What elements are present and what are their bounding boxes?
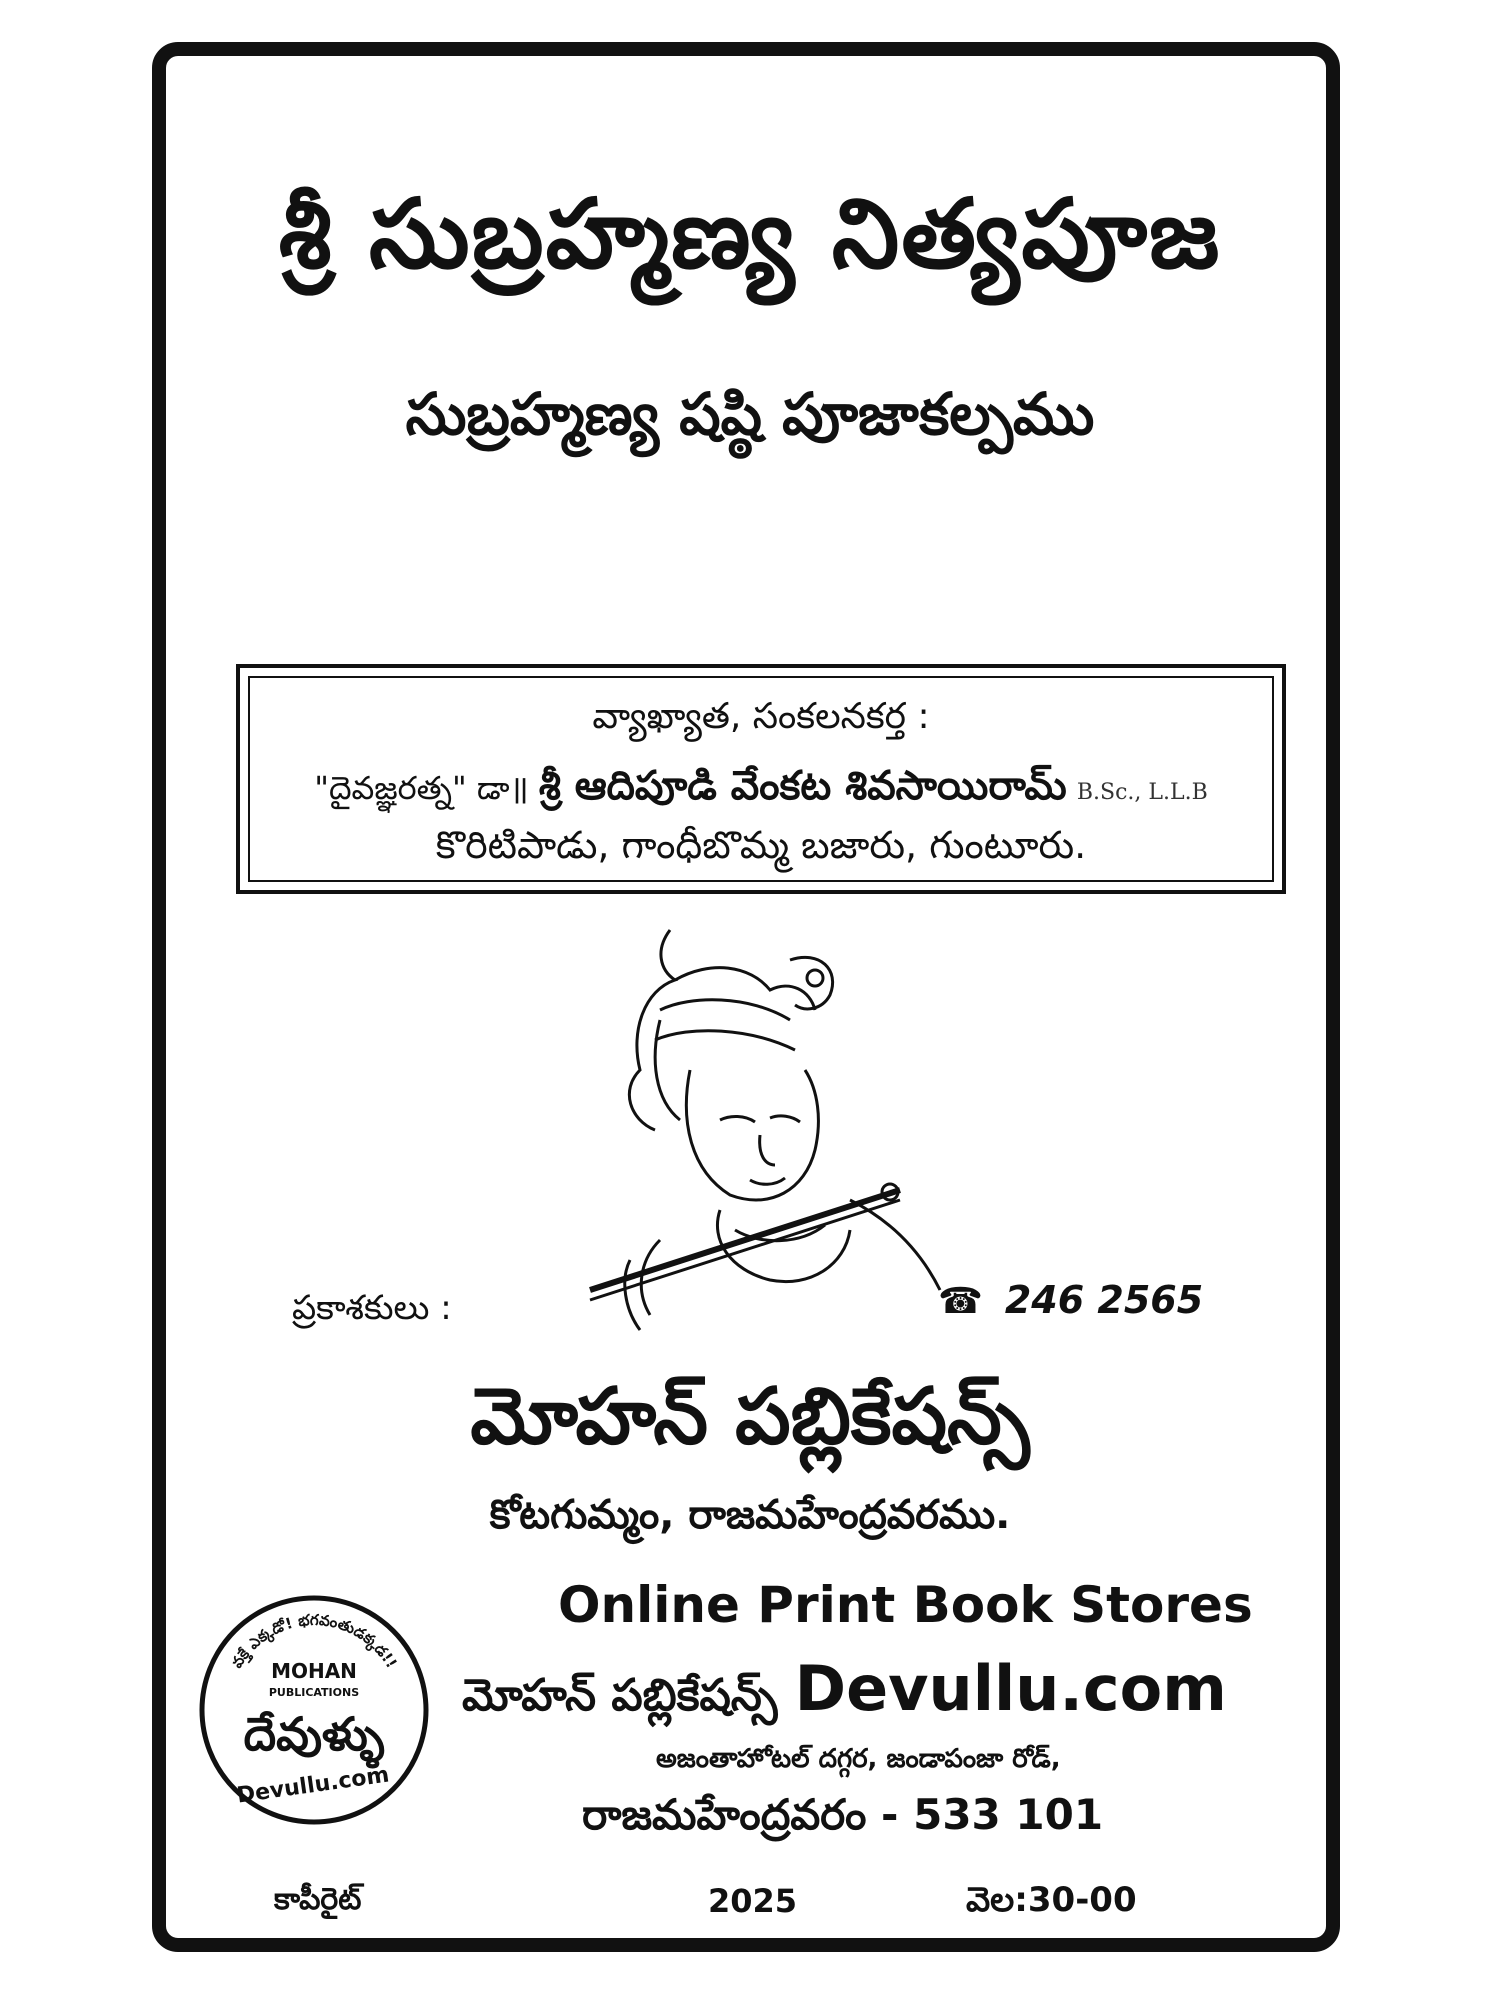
publisher-phone (938, 1278, 1203, 1322)
author-role-label: వ్యాఖ్యాత, సంకలనకర్త : (592, 696, 930, 737)
seal-brand: MOHAN (271, 1659, 357, 1683)
book-title: శ్రీ సుబ్రహ్మణ్య నిత్యపూజ (278, 178, 1222, 290)
publication-year: 2025 (708, 1882, 798, 1920)
copyright-label: కాపీరైట్ (274, 1882, 362, 1917)
online-stores-heading: Online Print Book Stores (558, 1576, 1253, 1634)
seal-brand-sub: PUBLICATIONS (268, 1686, 360, 1699)
publisher-name: మోహన్ పబ్లికేషన్స్ (470, 1372, 1030, 1462)
book-subtitle: సుబ్రహ్మణ్య షష్ఠి పూజాకల్పము (405, 380, 1095, 448)
author-name-line (240, 763, 1282, 819)
website-link[interactable]: Devullu.com (794, 1652, 1227, 1725)
publisher-address: కోటగుమ్మం, రాజమహేంద్రవరము. (489, 1492, 1011, 1538)
online-address-line1: అజంతాహోటల్ దగ్గర, జండాపంజా రోడ్, (656, 1744, 1061, 1774)
online-address-line2: రాజమహేంద్రవరం - 533 101 (582, 1790, 1104, 1839)
author-honorific: "దైవజ్ఞరత్న" డా॥ (314, 769, 529, 807)
author-address: కొరిటిపాడు, గాంధీబొమ్మ బజారు, గుంటూరు. (435, 823, 1087, 867)
seal-logo-text: దేవుళ్ళు (243, 1707, 385, 1761)
seal-url: Devullu.com (235, 1762, 391, 1809)
online-publisher-name: మోహన్ పబ్లికేషన్స్ (462, 1670, 778, 1721)
online-publisher-line (462, 1652, 1227, 1732)
author-box (236, 664, 1286, 894)
phone-number: 246 2565 (1004, 1278, 1204, 1322)
price: వెల:30-00 (966, 1880, 1137, 1920)
author-degrees: B.Sc., L.L.B (1076, 780, 1208, 805)
author-name: శ్రీ ఆదిపూడి వేంకట శివసాయిరామ్ (538, 763, 1067, 809)
publisher-label: ప్రకాశకులు : (292, 1288, 452, 1328)
mohan-publications-seal (194, 1590, 434, 1830)
krishna-illustration (560, 920, 960, 1340)
seal-ring-text: వక్తే ఎక్కడో! భగవంతుడక్కడ!! (227, 1610, 401, 1672)
telephone-icon: ☎ (938, 1281, 983, 1322)
